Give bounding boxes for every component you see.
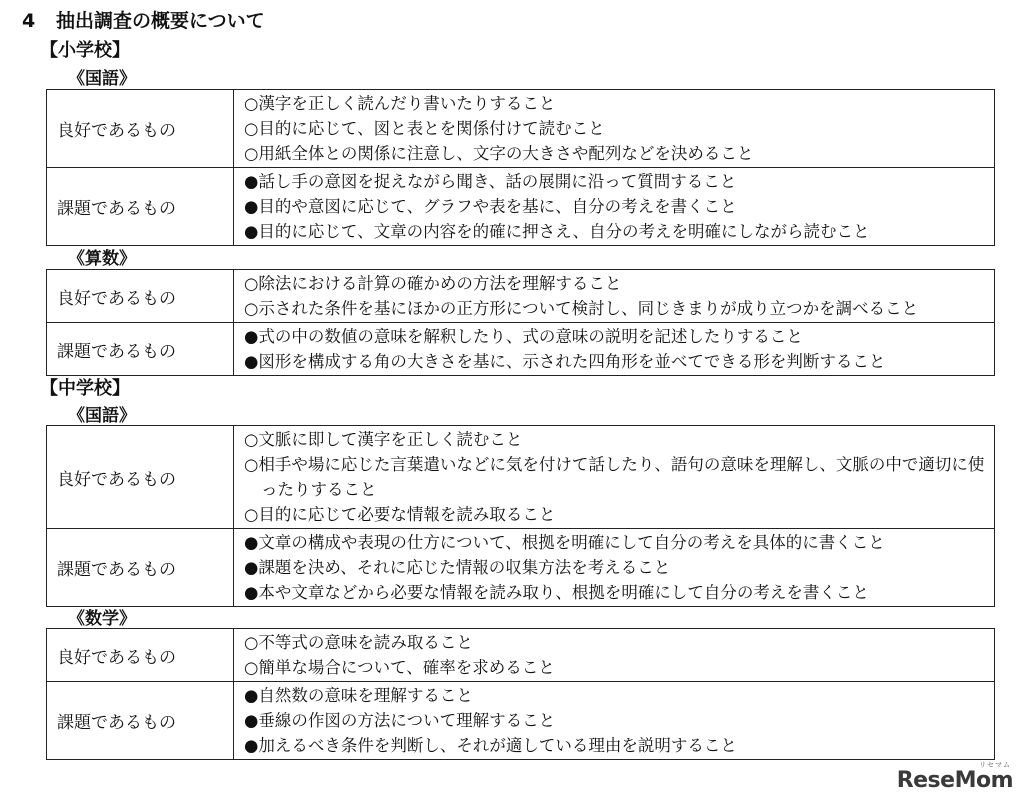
junior-high-math-table [46, 628, 995, 760]
elementary-heading: 【小学校】 [40, 40, 130, 61]
table-row-issue [47, 529, 995, 607]
resemom-logo-ruby: リセマム [979, 761, 1011, 769]
junior-high-japanese-table [46, 425, 995, 607]
table-row-issue [47, 323, 995, 376]
elementary-math-heading: 《算数》 [68, 249, 136, 269]
list-item: ○目的に応じて必要な情報を読み取ること [244, 505, 556, 524]
section-title [22, 6, 265, 33]
list-item: ●式の中の数値の意味を解釈したり、式の意味の説明を記述したりすること [244, 327, 803, 346]
issue-items [234, 323, 995, 376]
section-number: 4 [22, 10, 36, 32]
issue-label: 課題であるもの [47, 682, 234, 760]
table-row-issue [47, 168, 995, 246]
list-item: ●加えるべき条件を判断し、それが適している理由を説明すること [244, 736, 737, 755]
table-row-good [47, 90, 995, 168]
good-label: 良好であるもの [47, 270, 234, 323]
good-label: 良好であるもの [47, 426, 234, 529]
good-items [234, 629, 995, 682]
list-item: ○除法における計算の確かめの方法を理解すること [244, 274, 622, 293]
issue-items [234, 682, 995, 760]
good-label: 良好であるもの [47, 629, 234, 682]
issue-items [234, 529, 995, 607]
list-item: ○目的に応じて、図と表とを関係付けて読むこと [244, 119, 605, 138]
section-title-text: 抽出調査の概要について [56, 10, 265, 32]
list-item: ●自然数の意味を理解すること [244, 686, 473, 705]
junior-high-heading: 【中学校】 [40, 378, 130, 399]
list-item: ●目的に応じて、文章の内容を的確に押さえ、自分の考えを明確にしながら読むこと [244, 222, 870, 241]
elementary-math-table [46, 269, 995, 376]
list-item: ●本や文章などから必要な情報を読み取り、根拠を明確にして自分の考えを書くこと [244, 583, 869, 602]
good-items [234, 90, 995, 168]
list-item: ●図形を構成する角の大きさを基に、示された四角形を並べてできる形を判断すること [244, 352, 886, 371]
list-item: ○簡単な場合について、確率を求めること [244, 658, 555, 677]
list-item: ●話し手の意図を捉えながら聞き、話の展開に沿って質問すること [244, 172, 737, 191]
list-item: ○用紙全体との関係に注意し、文字の大きさや配列などを決めること [244, 144, 754, 163]
issue-label: 課題であるもの [47, 323, 234, 376]
list-item: ○文脈に即して漢字を正しく読むこと [244, 430, 523, 449]
list-item: ●文章の構成や表現の仕方について、根拠を明確にして自分の考えを具体的に書くこと [244, 533, 885, 552]
junior-high-japanese-heading: 《国語》 [68, 406, 136, 426]
issue-label: 課題であるもの [47, 168, 234, 246]
table-row-good [47, 270, 995, 323]
elementary-japanese-table [46, 89, 995, 246]
list-item: ●目的や意図に応じて、グラフや表を基に、自分の考えを書くこと [244, 197, 737, 216]
list-item: ●課題を決め、それに応じた情報の収集方法を考えること [244, 558, 671, 577]
good-label: 良好であるもの [47, 90, 234, 168]
list-item: ○相手や場に応じた言葉遣いなどに気を付けて話したり、語句の意味を理解し、文脈の中で適切に使ったりすること [244, 455, 985, 499]
junior-high-math-heading: 《数学》 [68, 609, 136, 629]
list-item: ○漢字を正しく読んだり書いたりすること [244, 94, 556, 113]
table-row-issue [47, 682, 995, 760]
table-row-good [47, 426, 995, 529]
issue-label: 課題であるもの [47, 529, 234, 607]
table-row-good [47, 629, 995, 682]
list-item: ○示された条件を基にほかの正方形について検討し、同じきまりが成り立つかを調べること [244, 299, 919, 318]
elementary-japanese-heading: 《国語》 [68, 69, 136, 89]
list-item: ○不等式の意味を読み取ること [244, 633, 473, 652]
resemom-logo-text: ReseMom [896, 768, 1013, 793]
good-items [234, 270, 995, 323]
list-item: ●垂線の作図の方法について理解すること [244, 711, 556, 730]
good-items [234, 426, 995, 529]
issue-items [234, 168, 995, 246]
resemom-logo [896, 761, 1013, 793]
